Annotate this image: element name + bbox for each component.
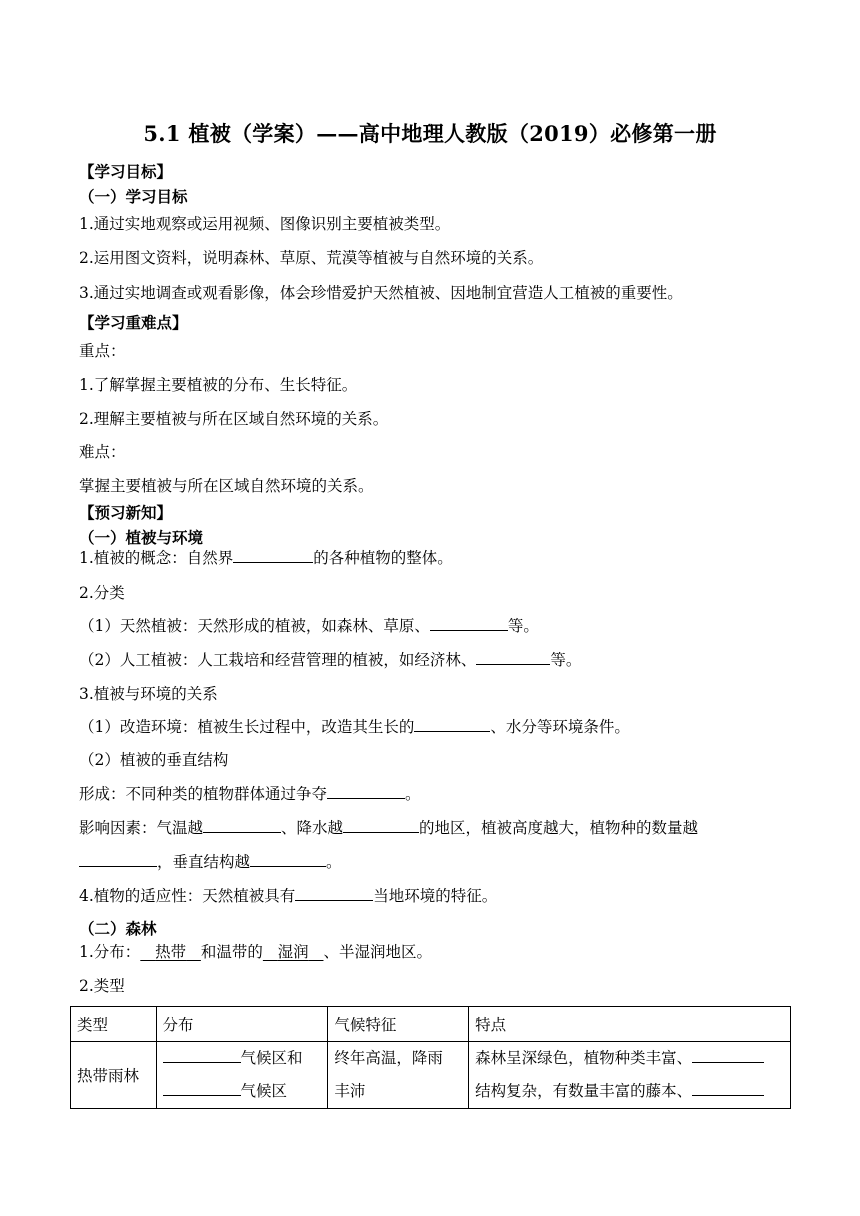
table-header-row [71,1007,791,1042]
blank-field[interactable] [233,548,313,563]
blank-field[interactable] [250,852,326,867]
difficult-label: 难点： [79,443,126,461]
blank-field[interactable] [327,784,405,799]
table-row [71,1042,791,1109]
blank-field[interactable] [163,1081,241,1096]
table-header-cell: 分布 [156,1007,328,1042]
table-cell-distribution: 气候区和 气候区 [156,1042,328,1109]
blank-field[interactable] [343,818,419,833]
natural-vegetation-line: （1）天然植被：天然形成的植被，如森林、草原、 等。 [79,617,539,635]
blank-field[interactable] [203,818,281,833]
vertical-structure-label: （2）植被的垂直结构 [79,751,229,769]
forest-type-table [70,1006,791,1109]
table-header-cell: 气候特征 [328,1007,469,1042]
goal-item: 2.运用图文资料，说明森林、草原、荒漠等植被与自然环境的关系。 [79,249,544,267]
blank-field[interactable] [163,1048,241,1063]
table-header-cell: 类型 [71,1007,157,1042]
artificial-vegetation-line: （2）人工植被：人工栽培和经营管理的植被，如经济林、 等。 [79,651,582,669]
blank-field[interactable] [692,1081,764,1096]
table-header-cell: 特点 [469,1007,791,1042]
key-label: 重点： [79,342,126,360]
key-point: 1.了解掌握主要植被的分布、生长特征。 [79,376,358,394]
relation-label: 3.植被与环境的关系 [79,685,218,703]
type-label: 2.类型 [79,977,125,995]
key-header: 【学习重难点】 [79,313,188,332]
preview-header: 【预习新知】 [79,503,173,522]
modify-line: （1）改造环境：植被生长过程中，改造其生长的 、水分等环境条件。 [79,718,630,736]
blank-field[interactable] [79,852,157,867]
table-cell-features: 森林呈深绿色，植物种类丰富、 结构复杂，有数量丰富的藤本、 [469,1042,791,1109]
answer-text: 热带 [155,943,187,961]
concept-line: 1.植被的概念：自然界 的各种植物的整体。 [79,549,453,567]
goals-subheader: （一）学习目标 [79,187,188,206]
part1-header: （一）植被与环境 [79,528,204,547]
table-cell-climate: 终年高温，降雨 丰沛 [328,1042,469,1109]
factor-line: 影响因素：气温越 、降水越 的地区，植被高度越大，植物种的数量越 [79,819,699,837]
part2-header: （二）森林 [79,919,157,938]
factor-line-2: ，垂直结构越 。 [79,850,342,872]
blank-field[interactable] [430,616,508,631]
goals-header: 【学习目标】 [79,162,173,181]
table-cell-type: 热带雨林 [71,1042,157,1109]
blank-field[interactable] [414,717,490,732]
blank-field[interactable] [295,886,373,901]
goal-item: 3.通过实地调查或观看影像，体会珍惜爱护天然植被、因地制宜营造人工植被的重要性。 [79,284,683,302]
formation-line: 形成：不同种类的植物群体通过争夺 。 [79,785,421,803]
goal-item: 1.通过实地观察或运用视频、图像识别主要植被类型。 [79,215,451,233]
answer-text: 湿润 [277,943,309,961]
blank-field[interactable] [692,1048,764,1063]
blank-field[interactable] [476,650,550,665]
distribution-line: 1.分布： 热带 和温带的 湿润 、半湿润地区。 [79,943,432,961]
classification-label: 2.分类 [79,584,125,602]
difficult-point: 掌握主要植被与所在区域自然环境的关系。 [79,477,374,495]
key-point: 2.理解主要植被与所在区域自然环境的关系。 [79,410,389,428]
adaptation-line: 4.植物的适应性：天然植被具有 当地环境的特征。 [79,887,498,905]
page-title: 5.1 植被（学案）——高中地理人教版（2019）必修第一册 [143,121,717,146]
